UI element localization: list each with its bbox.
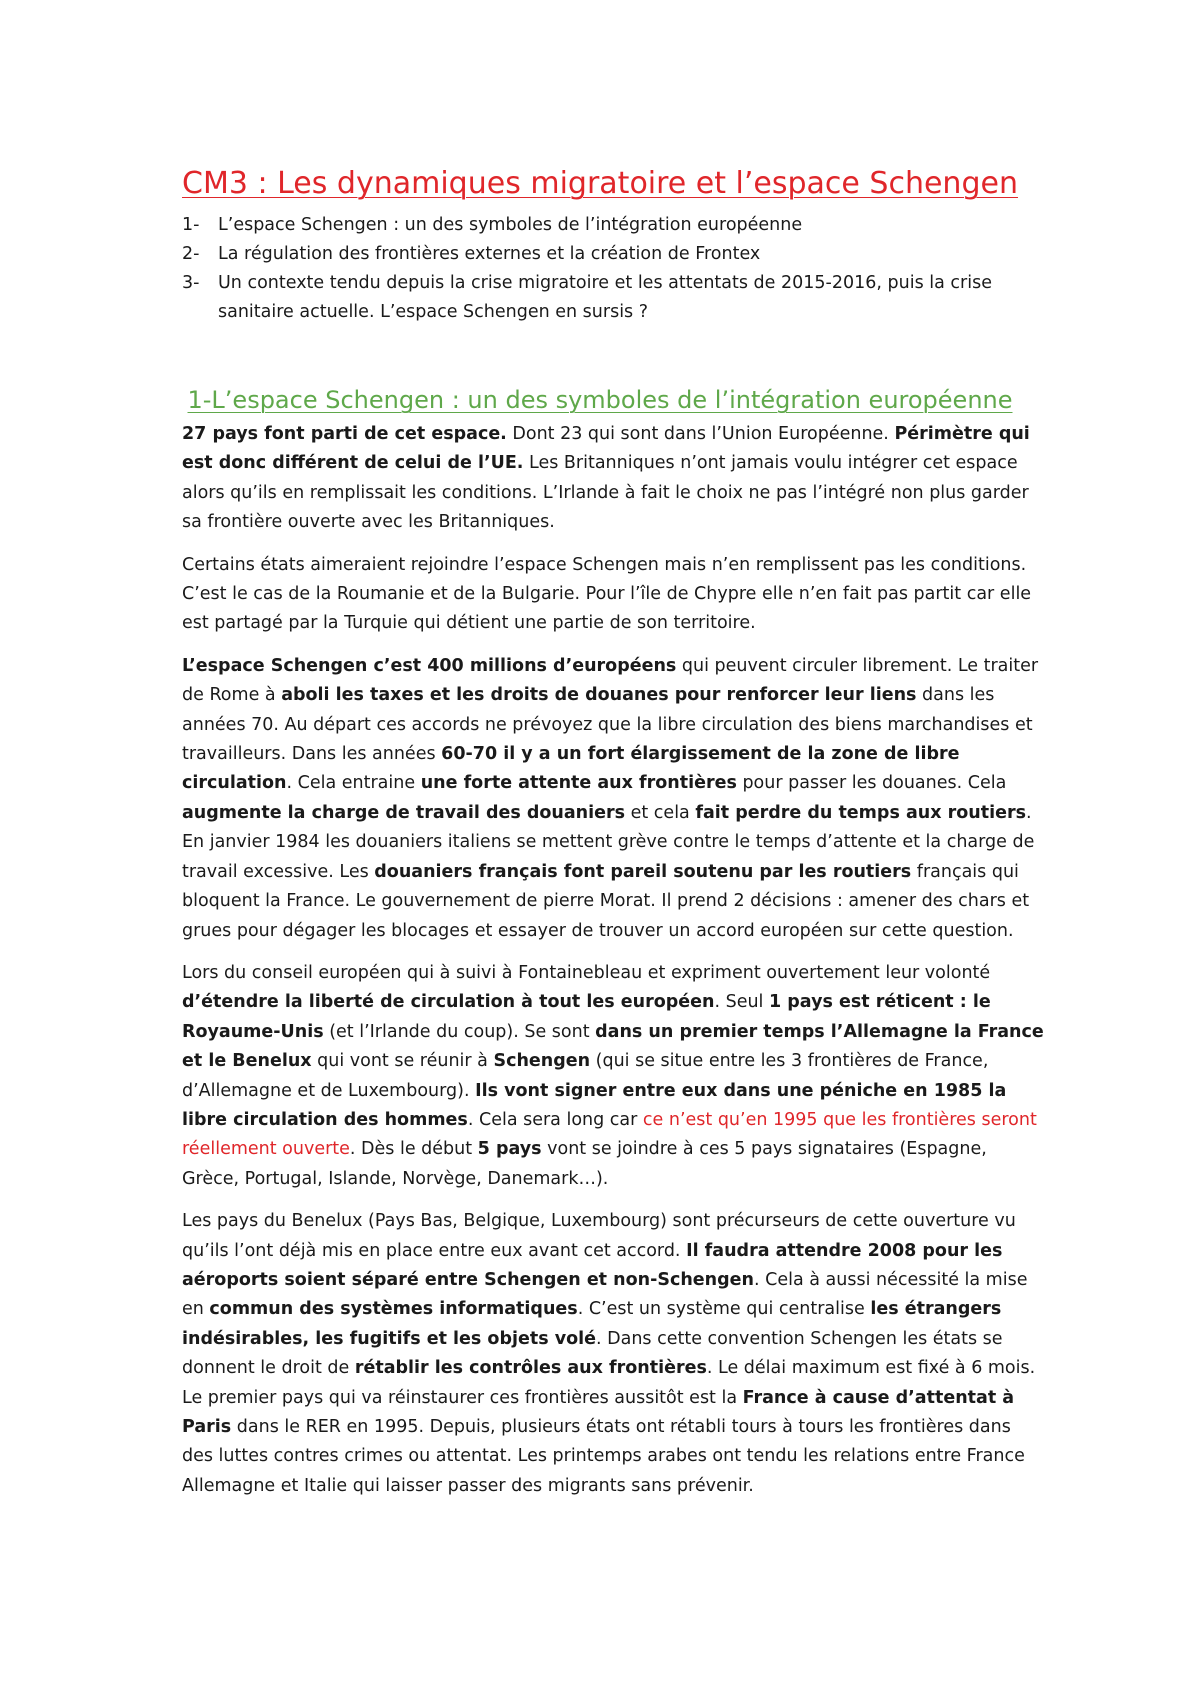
text-span: . Dans cette convention Schengen les états se donnent le droit de (182, 1328, 1003, 1379)
text-span: Dont 23 qui sont dans l’Union Européenne. (506, 424, 895, 444)
bold-span: d’étendre la liberté de circulation à tout les européen (182, 992, 715, 1013)
text-span: . En janvier 1984 les douaniers italiens se mettent grève contre le temps d’attente et la charge de travail excessive. Les (182, 802, 1035, 882)
text-span: (et l’Irlande du coup). Se sont (323, 1021, 596, 1042)
paragraph (182, 420, 1044, 538)
toc-text: Un contexte tendu depuis la crise migratoire et les attentats de 2015-2016, puis la crise sanitaire actuelle. L’espace Schengen en sursis ? (218, 273, 992, 322)
bold-span: les étrangers indésirables, les fugitifs et les objets volé (182, 1299, 1002, 1349)
text-span: dans le RER en 1995. Depuis, plusieurs états ont rétabli tours à tours les frontières dans des luttes contres crimes ou attentat. Les printemps arabes ont tendu les relations entre France Allemagne et Italie qui laisser passer des migrants sans prévenir. (182, 1417, 1025, 1496)
bold-span: Schengen (493, 1051, 591, 1072)
text-span: Les Britanniques n’ont jamais voulu intégrer cet espace alors qu’ils en remplissait les conditions. L’Irlande à fait le choix ne pas l’intégré non plus garder sa frontière ouverte avec les Britanniques. (182, 453, 1029, 533)
text-span: Lors du conseil européen qui à suivi à Fontainebleau et expriment ouvertement leur volonté (182, 962, 991, 983)
bold-span: rétablir les contrôles aux frontières (354, 1358, 707, 1379)
text-span: . Seul (714, 992, 769, 1013)
bold-span: 27 pays font parti de cet espace. (182, 424, 507, 444)
toc-text: L’espace Schengen : un des symboles de l’intégration européenne (218, 215, 803, 235)
toc-text: La régulation des frontières externes et la création de Frontex (218, 244, 761, 264)
text-span: . Le délai maximum est fixé à 6 mois. Le premier pays qui va réinstaurer ces frontières aussitôt est la (182, 1358, 1036, 1408)
bold-span: aboli les taxes et les droits de douanes pour renforcer leur liens (281, 685, 917, 706)
paragraph (182, 959, 1044, 1194)
toc-item (182, 269, 1042, 327)
toc-number: 1- (182, 215, 200, 235)
section-heading: 1-L’espace Schengen : un des symboles de l’intégration européenne (187, 386, 1013, 414)
bold-span: douaniers français font pareil soutenu par les routiers (374, 861, 912, 882)
bold-span: augmente la charge de travail des douaniers (182, 802, 626, 823)
bold-span: une forte attente aux frontières (420, 773, 737, 794)
text-span: Les pays du Benelux (Pays Bas, Belgique, Luxembourg) sont précurseurs de cette ouverture vu qu’ils l’ont déjà mis en place entre eux avant cet accord. (182, 1211, 1016, 1261)
document-title: CM3 : Les dynamiques migratoire et l’espace Schengen (182, 166, 1018, 201)
bold-span: commun des systèmes informatiques (209, 1299, 578, 1320)
toc-number: 3- (182, 273, 200, 293)
table-of-contents (182, 211, 1042, 327)
highlighted-span: ce n’est qu’en 1995 que les frontières seront réellement ouverte (182, 1109, 1037, 1160)
bold-span: Ils vont signer entre eux dans une péniche en 1985 la libre circulation des hommes (182, 1080, 1007, 1130)
text-span: . C’est un système qui centralise (577, 1299, 871, 1320)
text-span: . Cela sera long car (467, 1109, 643, 1130)
text-span: pour passer les douanes. Cela (736, 773, 1007, 794)
text-span: vont se joindre à ces 5 pays signataires (Espagne, Grèce, Portugal, Islande, Norvège, Danemark…). (182, 1139, 987, 1189)
text-span: qui peuvent circuler librement. Le traiter de Rome à (182, 655, 1039, 706)
section-body (182, 420, 1044, 1514)
bold-span: 1 pays est réticent : le Royaume-Unis (182, 992, 991, 1042)
paragraph: Certains états aimeraient rejoindre l’espace Schengen mais n’en remplissent pas les conditions. C’est le cas de la Roumanie et de la Bulgarie. Pour l’île de Chypre elle n’en fait pas partit car elle est partagé par la Turquie qui détient une partie de son territoire. (182, 554, 1032, 634)
bold-span: Périmètre qui est donc différent de celui de l’UE. (182, 424, 1030, 474)
bold-span: France à cause d’attentat à Paris (182, 1387, 1015, 1437)
bold-span: 60-70 il y a un fort élargissement de la zone de libre circulation (182, 744, 960, 794)
text-span: dans les années 70. Au départ ces accords ne prévoyez que la libre circulation des biens marchandises et travailleurs. Dans les années (182, 685, 1033, 765)
paragraph (182, 1207, 1044, 1501)
bold-span: dans un premier temps l’Allemagne la France et le Benelux (182, 1021, 1044, 1072)
text-span: et cela (625, 802, 696, 823)
toc-item (182, 240, 1042, 269)
bold-span: Il faudra attendre 2008 pour les aéroports soient séparé entre Schengen et non-Schengen (182, 1240, 1003, 1290)
paragraph (182, 652, 1044, 946)
text-span: . Dès le début (349, 1139, 478, 1160)
text-span: français qui bloquent la France. Le gouvernement de pierre Morat. Il prend 2 décisions : amener des chars et grues pour dégager les blocages et essayer de trouver un accord européen sur cette question. (182, 861, 1030, 941)
text-span: (qui se situe entre les 3 frontières de France, d’Allemagne et de Luxembourg). (182, 1051, 989, 1101)
text-span: . Cela entraine (286, 773, 421, 794)
toc-item (182, 211, 1042, 240)
text-span: qui vont se réunir à (311, 1051, 494, 1072)
text-span: . Cela à aussi nécessité la mise en (182, 1269, 1028, 1320)
bold-span: L’espace Schengen c’est 400 millions d’européens (182, 655, 677, 676)
bold-span: 5 pays (477, 1139, 542, 1160)
toc-number: 2- (182, 244, 200, 264)
bold-span: fait perdre du temps aux routiers (695, 802, 1026, 823)
